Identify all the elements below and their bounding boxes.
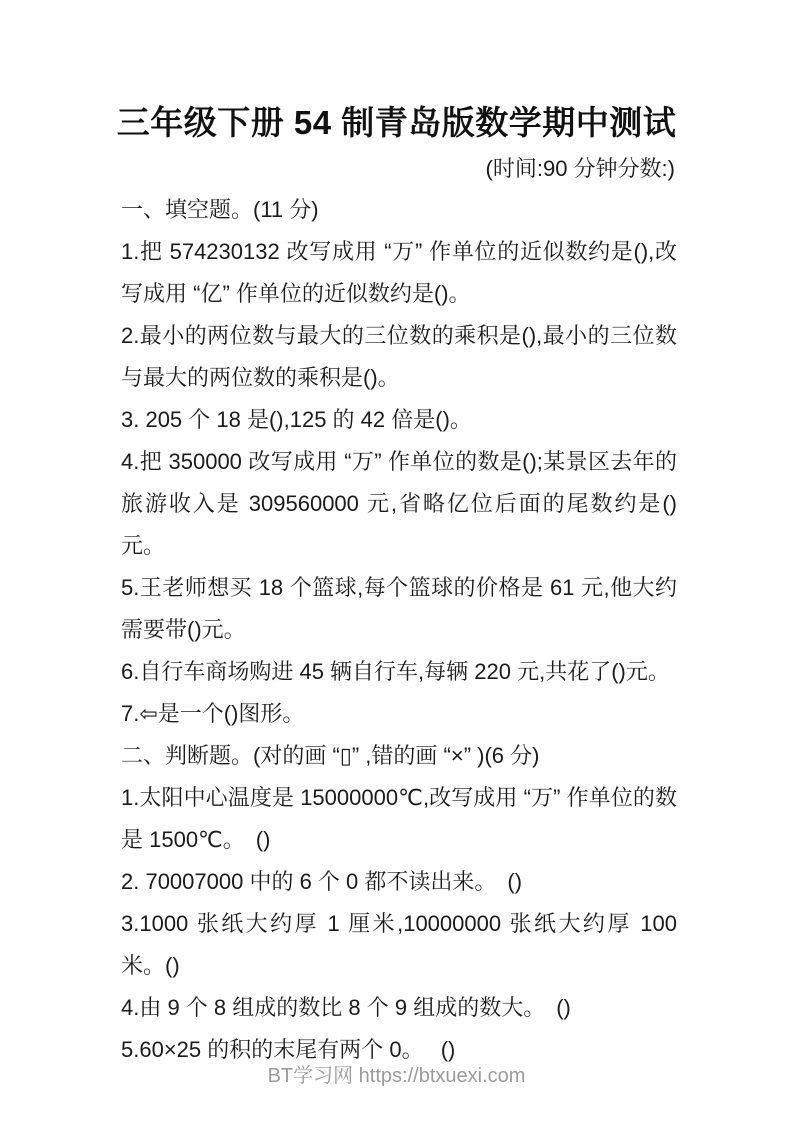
section-1-question-3: 3. 205 个 18 是(),125 的 42 倍是()。 xyxy=(121,407,472,432)
section-1-question-1: 1.把 574230132 改写成用 “万” 作单位的近似数约是(),改写成用 “亿” 作单位的近似数约是()。 xyxy=(121,239,677,306)
section-2-question-5: 5.60×25 的积的末尾有两个 0。 () xyxy=(121,1037,456,1062)
page-title: 三年级下册 54 制青岛版数学期中测试 xyxy=(116,104,677,141)
footer-watermark: BT学习网 https://btxuexi.com xyxy=(267,1065,526,1087)
question-body xyxy=(121,189,677,1071)
section-2-question-4: 4.由 9 个 8 组成的数比 8 个 9 组成的数大。 () xyxy=(121,995,571,1020)
time-score-line: (时间:90 分钟分数:) xyxy=(485,156,675,181)
section-1-question-5: 5.王老师想买 18 个篮球,每个篮球的价格是 61 元,他大约需要带()元。 xyxy=(121,575,677,642)
section-2-question-2: 2. 70007000 中的 6 个 0 都不读出来。 () xyxy=(121,869,523,894)
section-2-heading: 二、判断题。(对的画 “▯” ,错的画 “×” )(6 分) xyxy=(121,743,540,768)
section-1-heading: 一、填空题。(11 分) xyxy=(121,197,319,222)
section-2-question-1: 1.太阳中心温度是 15000000℃,改写成用 “万” 作单位的数是 1500℃。 () xyxy=(121,785,677,852)
section-1-question-7: 7.⇦是一个()图形。 xyxy=(121,701,305,726)
section-1-question-2: 2.最小的两位数与最大的三位数的乘积是(),最小的三位数与最大的两位数的乘积是()。 xyxy=(121,323,677,390)
section-1-question-6: 6.自行车商场购进 45 辆自行车,每辆 220 元,共花了()元。 xyxy=(121,659,670,684)
section-1-question-4: 4.把 350000 改写成用 “万” 作单位的数是();某景区去年的旅游收入是 309560000 元,省略亿位后面的尾数约是()元。 xyxy=(121,449,677,558)
section-2-question-3: 3.1000 张纸大约厚 1 厘米,10000000 张纸大约厚 100 米。() xyxy=(121,911,677,978)
